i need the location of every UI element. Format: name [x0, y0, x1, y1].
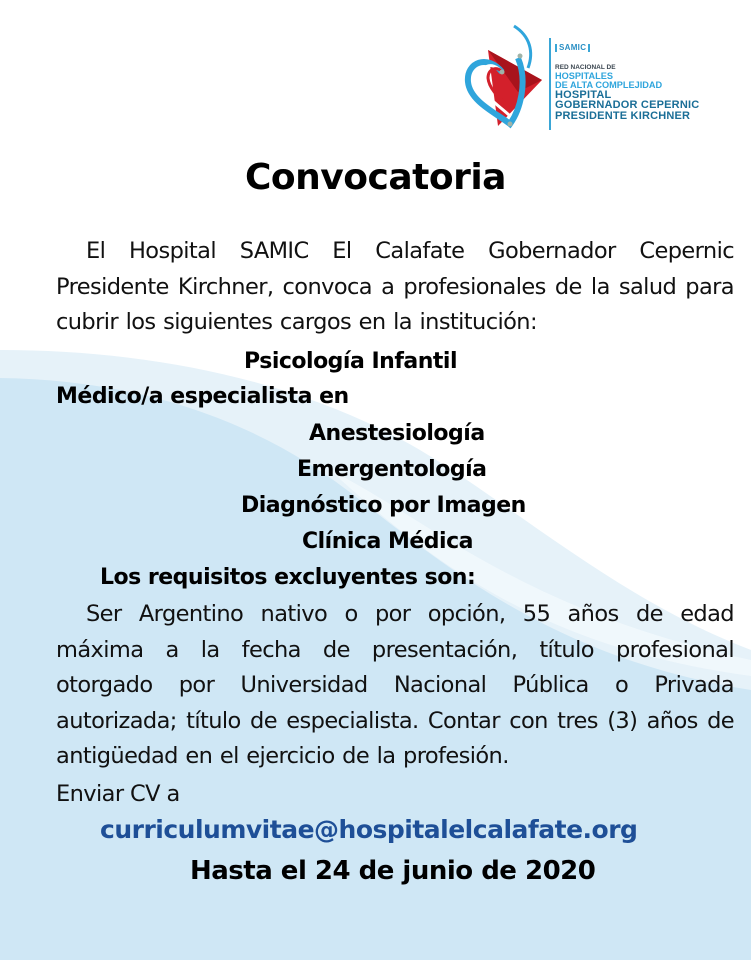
intro-text: El Hospital SAMIC El Calafate Gobernador Cepernic Presidente Kirchner, convoca a profesionales de la salud para cubrir los siguientes cargos en la institución: — [56, 238, 734, 335]
logo-alta-complejidad: DE ALTA COMPLEJIDAD — [555, 79, 663, 90]
hospital-logo — [458, 22, 748, 132]
requirements-text: Ser Argentino nativo o por opción, 55 años de edad máxima a la fecha de presentación, título profesional otorgado por Universidad Nacional Pública o Privada autorizada; título de especialista. Contar con tres (3) años de antigüedad en el ejercicio de la profesión. — [56, 601, 734, 769]
logo-hospitales: HOSPITALES — [555, 70, 614, 81]
position-medico-label: Médico/a especialista en — [56, 384, 349, 409]
specialty-item: Clínica Médica — [302, 529, 473, 554]
requirements-paragraph — [56, 597, 734, 775]
send-cv-label: Enviar CV a — [56, 781, 180, 807]
samic-badge: SAMIC — [555, 44, 590, 52]
logo-gobernador: GOBERNADOR CEPERNIC — [555, 99, 700, 111]
logo-presidente: PRESIDENTE KIRCHNER — [555, 109, 691, 122]
heart-map-icon — [458, 22, 550, 134]
logo-red-nacional: RED NACIONAL DE — [555, 64, 616, 71]
specialty-item: Anestesiología — [309, 421, 485, 446]
logo-divider — [549, 38, 551, 130]
intro-paragraph — [56, 234, 734, 341]
position-psicologia: Psicología Infantil — [244, 349, 458, 374]
email-link[interactable]: curriculumvitae@hospitalelcalafate.org — [100, 815, 638, 844]
requirements-heading: Los requisitos excluyentes son: — [100, 565, 476, 590]
logo-hospital: HOSPITAL — [555, 88, 612, 101]
logo-text — [555, 38, 699, 121]
specialty-item: Diagnóstico por Imagen — [241, 493, 526, 518]
deadline: Hasta el 24 de junio de 2020 — [190, 856, 596, 886]
page-title: Convocatoria — [245, 157, 506, 198]
specialty-item: Emergentología — [297, 457, 487, 482]
